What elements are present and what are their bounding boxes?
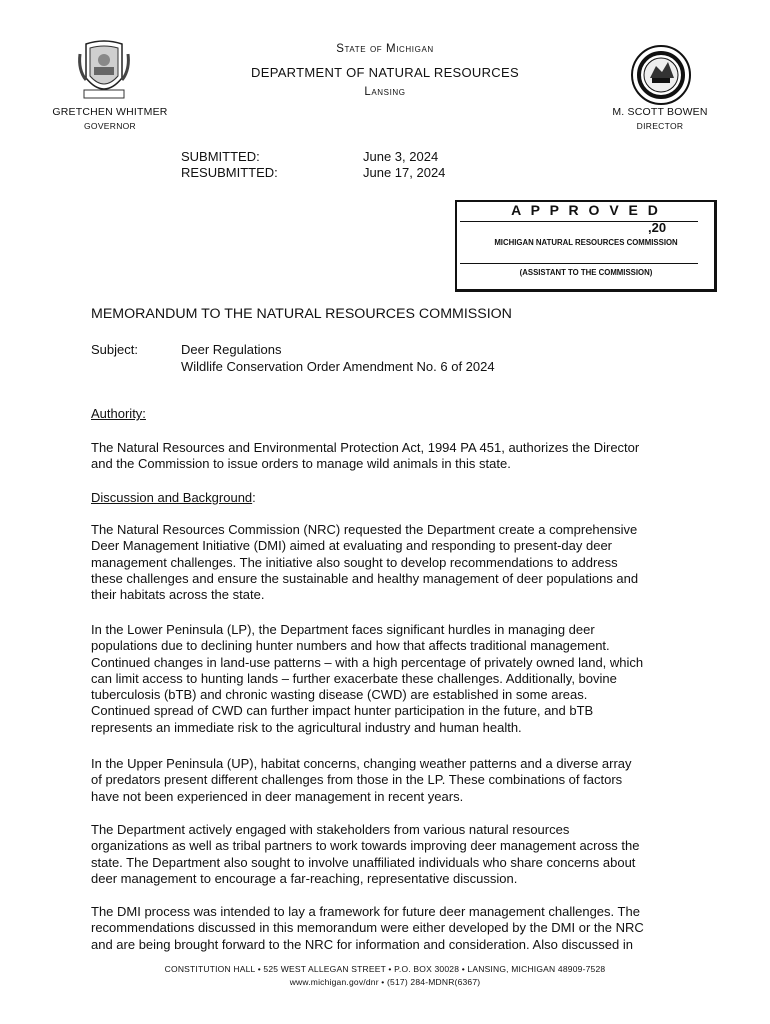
paragraph-line: and the Commission to issue orders to manage wild animals in this state. [91,456,511,472]
department-name: DEPARTMENT OF NATURAL RESOURCES [251,65,519,80]
approval-caption-assistant: (ASSISTANT TO THE COMMISSION) [519,268,653,277]
paragraph-line: The Department actively engaged with stakeholders from various natural resources [91,822,570,837]
approval-title: A P P R O V E D [511,202,661,218]
governor-name: GRETCHEN WHITMER [52,106,168,118]
resubmitted-date: June 17, 2024 [363,165,446,180]
discussion-heading-wrap [91,490,256,505]
city-name: Lansing [364,86,406,98]
paragraph-line: tuberculosis (bTB) and chronic wasting disease (CWD) are established in some areas. [91,687,588,703]
discussion-heading: Discussion and Background [91,490,253,505]
paragraph-line: deer management to encourage a far-reaching, representative discussion. [91,870,518,886]
paragraph-line: these challenges and ensure the sustainable and healthy management of deer populations and [91,570,639,586]
paragraph-line: Continued changes in land-use patterns – with a high percentage of privately owned land, which [91,654,644,670]
paragraph-dmi-process [91,904,691,953]
submitted-label: SUBMITTED: [181,149,260,164]
paragraph-line: Continued spread of CWD can further impact hunter participation in the future, and bTB [91,703,594,719]
subject-line-1: Deer Regulations [181,342,282,357]
paragraph-line: In the Upper Peninsula (UP), habitat concerns, changing weather patterns and a diverse array [91,756,632,771]
paragraph-dmi-request [91,522,691,603]
footer-contact: www.michigan.gov/dnr • (517) 284-MDNR(6367) [289,977,481,987]
paragraph-line: can limit access to hunting lands – further exacerbate these challenges. Additionally, bovine [91,670,617,686]
paragraph-line: The Natural Resources Commission (NRC) requested the Department create a comprehensive [91,522,638,537]
paragraph-line: and are being brought forward to the NRC for information and consideration. Also discussed in [91,936,633,952]
authority-heading: Authority: [91,406,146,421]
authority-paragraph [91,440,691,473]
approval-signature-line [460,263,698,264]
paragraph-line: recommendations discussed in this memorandum were either developed by the DMI or the NRC [91,920,644,936]
dnr-seal-icon [630,44,692,106]
paragraph-upper-peninsula [91,756,691,805]
governor-title: GOVERNOR [84,121,136,131]
submitted-date: June 3, 2024 [363,149,439,164]
paragraph-line: In the Lower Peninsula (LP), the Department faces significant hurdles in managing deer [91,622,595,637]
paragraph-stakeholders [91,822,691,887]
subject-label: Subject: [91,342,138,357]
paragraph-line: have not been experienced in deer management in recent years. [91,788,464,804]
paragraph-lower-peninsula [91,622,691,736]
footer-address: CONSTITUTION HALL • 525 WEST ALLEGAN STREET • P.O. BOX 30028 • LANSING, MICHIGAN 48909-7528 [164,964,606,974]
memo-title: MEMORANDUM TO THE NATURAL RESOURCES COMMISSION [91,306,512,322]
paragraph-line: organizations as well as tribal partners to work towards improving deer management across the [91,838,640,854]
approval-caption-commission: MICHIGAN NATURAL RESOURCES COMMISSION [494,238,678,247]
director-name: M. SCOTT BOWEN [612,106,708,118]
paragraph-line: state. The Department also sought to involve unaffiliated individuals who share concerns about [91,854,636,870]
paragraph-line: of predators present different challenges from those in the LP. These combinations of factors [91,772,623,788]
paragraph-line: The Natural Resources and Environmental Protection Act, 1994 PA 451, authorizes the Director [91,440,640,455]
state-name: State of Michigan [336,43,434,55]
paragraph-line: their habitats across the state. [91,587,265,603]
paragraph-line: populations due to declining hunter numbers and how that affects traditional management. [91,638,610,654]
paragraph-line: Deer Management Initiative (DMI) aimed at evaluating and responding to present-day deer [91,538,613,554]
paragraph-line: represents an immediate risk to the agricultural industry and human health. [91,719,522,735]
discussion-heading-colon: : [252,490,256,505]
approval-year-suffix: ,20 [648,220,667,235]
paragraph-line: The DMI process was intended to lay a framework for future deer management challenges. The [91,904,640,919]
paragraph-line: management challenges. The initiative also sought to develop recommendations to address [91,554,618,570]
resubmitted-label: RESUBMITTED: [181,165,278,180]
director-title: DIRECTOR [636,121,684,131]
subject-line-2: Wildlife Conservation Order Amendment No. 6 of 2024 [181,359,495,374]
